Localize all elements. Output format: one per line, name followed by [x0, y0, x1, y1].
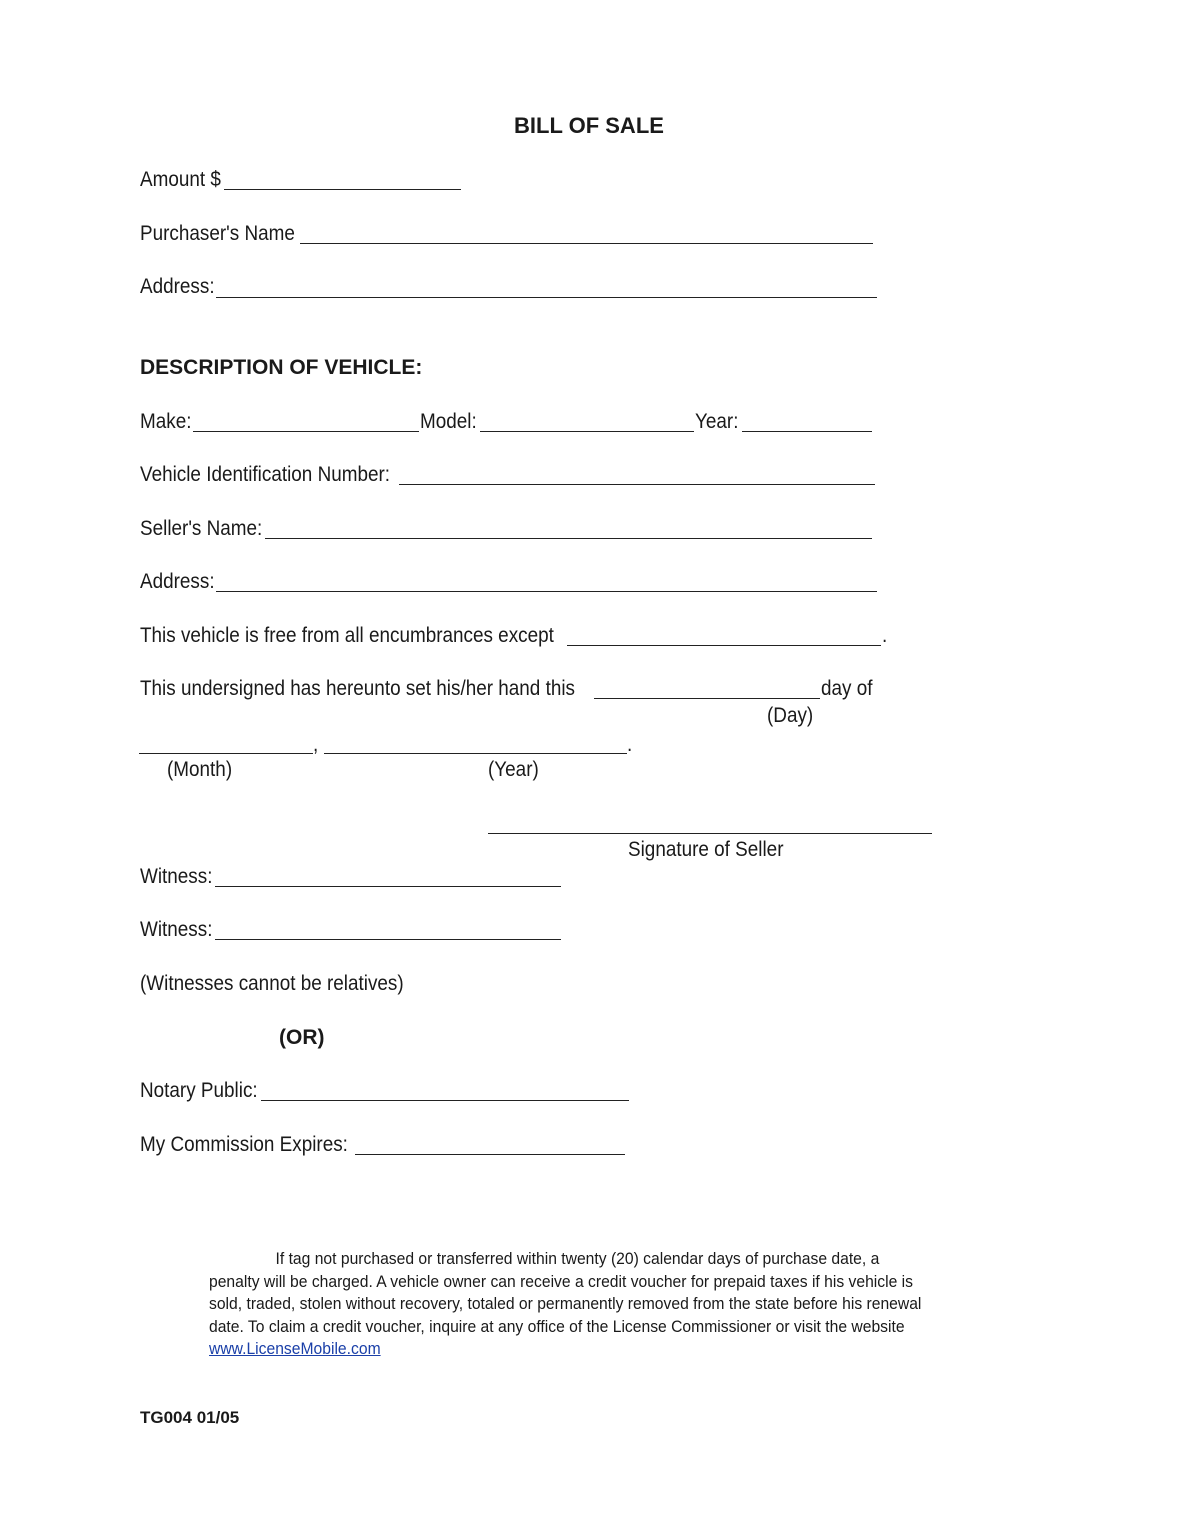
footer-note — [209, 1248, 950, 1361]
notary-label: Notary Public: — [140, 1079, 258, 1102]
witness-2-field[interactable] — [215, 939, 561, 940]
year-label: Year: — [695, 410, 739, 433]
purchaser-address-field[interactable] — [216, 297, 877, 298]
year-caption: (Year) — [488, 758, 539, 781]
witness-1-label: Witness: — [140, 865, 213, 888]
license-mobile-link[interactable]: www.LicenseMobile.com — [209, 1340, 381, 1358]
footer-line-4: date. To claim a credit voucher, inquire at any office of the License Commissioner or visit the website — [209, 1317, 905, 1336]
undersigned-text: This undersigned has hereunto set his/her hand this — [140, 677, 575, 700]
seller-address-label: Address: — [140, 570, 215, 593]
witness-note: (Witnesses cannot be relatives) — [140, 972, 404, 995]
date-period: . — [627, 733, 633, 756]
seller-name-label: Seller's Name: — [140, 517, 263, 540]
notary-field[interactable] — [261, 1100, 629, 1101]
commission-label: My Commission Expires: — [140, 1133, 348, 1156]
model-label: Model: — [420, 410, 477, 433]
amount-field[interactable] — [224, 189, 461, 190]
day-caption: (Day) — [767, 704, 814, 727]
commission-field[interactable] — [355, 1154, 625, 1155]
model-field[interactable] — [480, 431, 694, 432]
day-field[interactable] — [594, 698, 820, 699]
vehicle-section-heading: DESCRIPTION OF VEHICLE: — [140, 356, 423, 379]
page-title: BILL OF SALE — [514, 113, 664, 138]
footer-line-1: If tag not purchased or transferred within twenty (20) calendar days of purchase date, a — [275, 1250, 880, 1268]
seller-signature-field[interactable] — [488, 833, 932, 834]
purchaser-address-label: Address: — [140, 275, 215, 298]
witness-1-field[interactable] — [215, 886, 561, 887]
year-date-field[interactable] — [324, 753, 627, 754]
vin-field[interactable] — [399, 484, 875, 485]
witness-2-label: Witness: — [140, 918, 213, 941]
seller-name-field[interactable] — [265, 538, 872, 539]
footer-line-2: penalty will be charged. A vehicle owner can receive a credit voucher for prepaid taxes if his vehicle is — [209, 1272, 914, 1291]
date-comma: , — [313, 733, 319, 756]
amount-label: Amount $ — [140, 168, 221, 191]
month-caption: (Month) — [167, 758, 233, 781]
year-field[interactable] — [742, 431, 872, 432]
or-label: (OR) — [279, 1026, 325, 1049]
encumbrance-period: . — [882, 624, 888, 647]
purchaser-name-label: Purchaser's Name — [140, 222, 295, 245]
month-field[interactable] — [139, 753, 313, 754]
make-label: Make: — [140, 410, 192, 433]
make-field[interactable] — [193, 431, 419, 432]
footer-line-3: sold, traded, stolen without recovery, totaled or permanently removed from the state before his renewal — [209, 1295, 922, 1313]
signature-caption: Signature of Seller — [628, 838, 784, 861]
day-of-text: day of — [821, 677, 873, 700]
encumbrance-field[interactable] — [567, 645, 881, 646]
vin-label: Vehicle Identification Number: — [140, 463, 391, 486]
purchaser-name-field[interactable] — [300, 243, 873, 244]
encumbrance-text: This vehicle is free from all encumbrances except — [140, 624, 554, 647]
form-code: TG004 01/05 — [140, 1408, 240, 1427]
seller-address-field[interactable] — [216, 591, 877, 592]
